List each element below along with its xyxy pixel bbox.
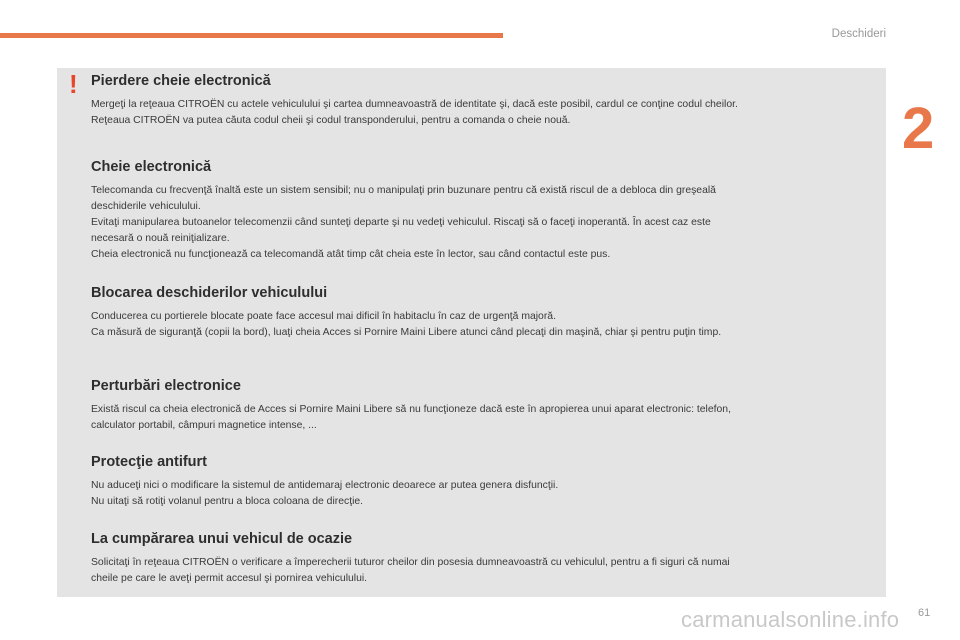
warning-line: Reţeaua CITROËN va putea căuta codul cheii şi codul transponderului, pentru a comanda o cheie nouă. [91,115,571,126]
section-line: calculator portabil, câmpuri magnetice intense, ... [91,420,317,431]
section-line: Telecomanda cu frecvenţă înaltă este un sistem sensibil; nu o manipulaţi prin buzunare pentru că există riscul de a debloca din greşeală [91,185,716,196]
warning-title: Pierdere cheie electronică [91,73,271,89]
section-title: La cumpărarea unui vehicul de ocazie [91,531,353,547]
section-electronic-key [91,159,866,263]
section-line: Solicitaţi în reţeaua CITROËN o verificare a împerecherii tuturor cheilor din posesia dumneavoastră cu vehiculul, pentru a fi siguri că numai [91,557,730,568]
section-title: Blocarea deschiderilor vehiculului [91,285,328,301]
section-line: Ca măsură de siguranţă (copii la bord), luaţi cheia Acces si Pornire Maini Libere atunci când plecaţi din maşină, chiar şi pentru puţin timp. [91,327,722,338]
section-line: deschiderile vehiculului. [91,201,201,212]
section-line: Există riscul ca cheia electronică de Acces si Pornire Maini Libere să nu funcţioneze dacă este în apropierea unui aparat electronic: telefon, [91,404,731,415]
chapter-number: 2 [902,96,935,161]
page-number: 61 [918,607,931,619]
section-header-title: Deschideri [831,28,886,40]
section-used-vehicle [91,531,866,587]
section-title: Cheie electronică [91,159,212,175]
exclamation-icon: ! [69,69,78,99]
section-line: necesară o nouă reiniţializare. [91,233,230,244]
top-accent-bar [0,33,503,38]
section-line: Cheia electronică nu funcţionează ca telecomandă atât timp cât cheia este în lector, sau când contactul este pus. [91,249,611,260]
section-title: Perturbări electronice [91,378,241,394]
watermark-link[interactable]: carmanualsonline.info [681,607,900,632]
section-line: Nu aduceţi nici o modificare la sistemul de antidemaraj electronic deoarece ar putea genera disfuncţii. [91,480,559,491]
section-locking [91,285,866,341]
section-line: cheile pe care le aveţi permit accesul şi pornirea vehiculului. [91,573,368,584]
section-line: Nu uitaţi să rotiţi volanul pentru a bloca coloana de direcţie. [91,496,364,507]
section-anti-theft [91,454,866,510]
section-title: Protecţie antifurt [91,454,208,470]
warning-line: Mergeţi la reţeaua CITROËN cu actele vehiculului şi cartea dumneavoastră de identitate şi, dacă este posibil, cardul ce conţine codul cheilor. [91,99,738,110]
warning-section [91,73,866,129]
section-line: Evitaţi manipularea butoanelor telecomenzii când sunteţi departe şi nu vedeţi vehiculul. Riscaţi să o faceţi inoperantă. În acest caz este [91,217,711,228]
section-electronic-interference [91,378,866,434]
section-line: Conducerea cu portierele blocate poate face accesul mai dificil în habitaclu în caz de urgenţă majoră. [91,311,556,322]
